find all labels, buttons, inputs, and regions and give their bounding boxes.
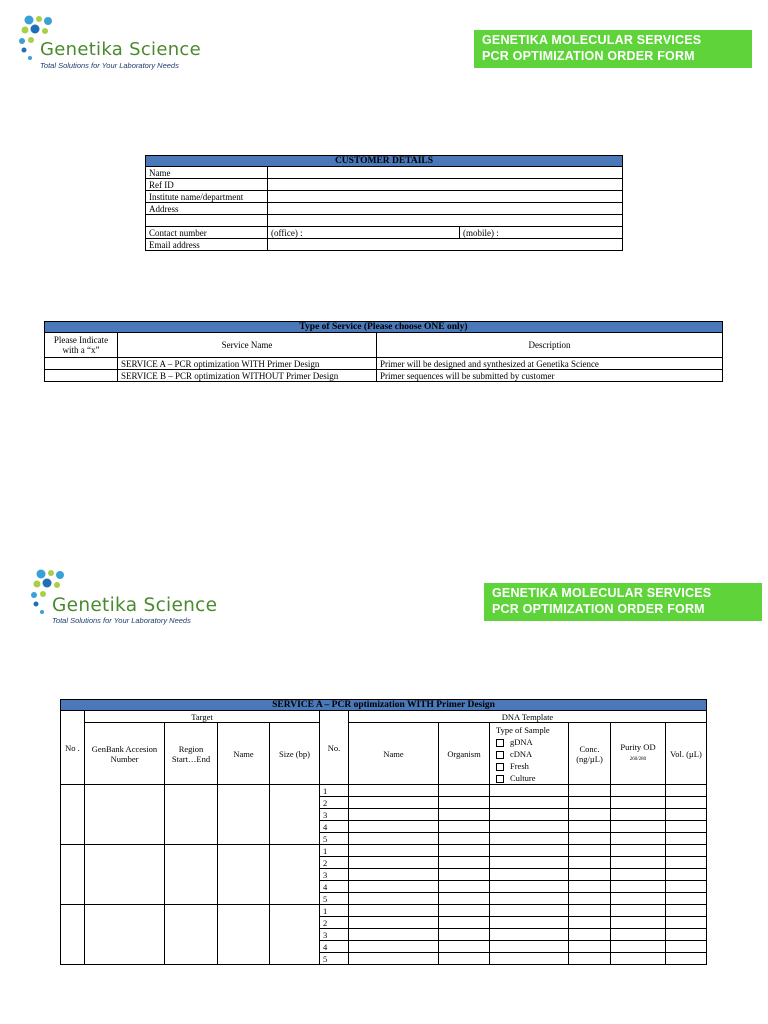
template-cell[interactable] <box>569 881 611 893</box>
row-number: 2 <box>320 917 349 929</box>
template-cell[interactable] <box>349 869 439 881</box>
table-row <box>61 905 707 917</box>
template-cell[interactable] <box>490 917 569 929</box>
template-cell[interactable] <box>490 953 569 965</box>
template-cell[interactable] <box>439 893 490 905</box>
template-cell[interactable] <box>439 845 490 857</box>
logo-tagline: Total Solutions for Your Laboratory Needs <box>40 61 179 70</box>
table-row <box>61 845 707 857</box>
checkbox-icon[interactable] <box>496 763 504 771</box>
row-number: 1 <box>320 785 349 797</box>
service-a-order-table <box>60 699 707 965</box>
template-cell[interactable] <box>611 905 666 917</box>
sample-option-label: Culture <box>510 772 536 783</box>
template-cell[interactable] <box>349 857 439 869</box>
target-cell[interactable] <box>85 845 165 905</box>
template-cell[interactable] <box>439 905 490 917</box>
template-cell[interactable] <box>611 941 666 953</box>
row-number: 5 <box>320 953 349 965</box>
no-header: No . <box>61 711 85 785</box>
template-cell[interactable] <box>439 881 490 893</box>
row-number: 3 <box>320 869 349 881</box>
institute-field[interactable] <box>268 191 623 203</box>
template-cell[interactable] <box>666 917 707 929</box>
row-number: 5 <box>320 893 349 905</box>
template-cell[interactable] <box>439 917 490 929</box>
target-cell[interactable] <box>218 905 270 965</box>
template-cell[interactable] <box>439 833 490 845</box>
target-cell[interactable] <box>218 845 270 905</box>
template-cell[interactable] <box>490 785 569 797</box>
template-cell[interactable] <box>611 953 666 965</box>
template-cell[interactable] <box>439 857 490 869</box>
no-header-2: No. <box>320 711 349 785</box>
template-cell[interactable] <box>666 845 707 857</box>
region-header: Region Start…End <box>165 723 218 785</box>
template-cell[interactable] <box>569 833 611 845</box>
service-a-title: SERVICE A – PCR optimization WITH Primer Design <box>61 700 707 711</box>
service-type-table <box>44 321 723 382</box>
size-header: Size (bp) <box>270 723 320 785</box>
form-title-banner <box>474 30 752 68</box>
template-cell[interactable] <box>490 809 569 821</box>
target-header: Target <box>85 711 320 723</box>
template-cell[interactable] <box>490 821 569 833</box>
sample-option-label: cDNA <box>510 748 533 759</box>
service-a-select[interactable] <box>45 358 118 370</box>
template-cell[interactable] <box>569 809 611 821</box>
logo-brand-name: Genetika Science <box>52 595 218 616</box>
template-cell[interactable] <box>611 893 666 905</box>
template-cell[interactable] <box>439 797 490 809</box>
row-label-email: Email address <box>146 239 268 251</box>
template-cell[interactable] <box>349 917 439 929</box>
template-cell[interactable] <box>439 869 490 881</box>
template-cell[interactable] <box>439 941 490 953</box>
row-label-contact: Contact number <box>146 227 268 239</box>
template-cell[interactable] <box>490 905 569 917</box>
checkbox-icon[interactable] <box>496 751 504 759</box>
target-cell[interactable] <box>165 905 218 965</box>
target-cell[interactable] <box>270 905 320 965</box>
template-cell[interactable] <box>569 797 611 809</box>
purity-header <box>611 723 666 785</box>
target-cell[interactable] <box>61 785 85 845</box>
template-cell[interactable] <box>349 953 439 965</box>
ref-id-field[interactable] <box>268 179 623 191</box>
service-b-name: SERVICE B – PCR optimization WITHOUT Primer Design <box>118 370 377 382</box>
target-name-header: Name <box>218 723 270 785</box>
row-label-institute: Institute name/department <box>146 191 268 203</box>
template-cell[interactable] <box>611 857 666 869</box>
template-cell[interactable] <box>349 905 439 917</box>
banner-line-2: PCR OPTIMIZATION ORDER FORM <box>492 602 705 616</box>
template-cell[interactable] <box>569 845 611 857</box>
template-cell[interactable] <box>349 785 439 797</box>
service-type-title: Type of Service (Please choose ONE only) <box>45 322 723 333</box>
template-cell[interactable] <box>611 833 666 845</box>
row-label-address: Address <box>146 203 268 215</box>
template-cell[interactable] <box>569 941 611 953</box>
template-cell[interactable] <box>666 797 707 809</box>
template-cell[interactable] <box>349 833 439 845</box>
template-cell[interactable] <box>569 953 611 965</box>
service-a-name: SERVICE A – PCR optimization WITH Primer Design <box>118 358 377 370</box>
checkbox-icon[interactable] <box>496 775 504 783</box>
template-cell[interactable] <box>611 881 666 893</box>
dna-template-header: DNA Template <box>349 711 707 723</box>
row-number: 4 <box>320 821 349 833</box>
template-cell[interactable] <box>439 821 490 833</box>
target-cell[interactable] <box>85 785 165 845</box>
template-cell[interactable] <box>490 845 569 857</box>
customer-details-title: CUSTOMER DETAILS <box>146 156 623 167</box>
service-b-select[interactable] <box>45 370 118 382</box>
row-label-name: Name <box>146 167 268 179</box>
template-cell[interactable] <box>611 929 666 941</box>
company-logo <box>18 14 218 74</box>
sample-option-culture[interactable] <box>496 772 565 784</box>
service-name-header: Service Name <box>118 333 377 358</box>
template-cell[interactable] <box>611 845 666 857</box>
template-cell[interactable] <box>490 881 569 893</box>
template-cell[interactable] <box>349 797 439 809</box>
target-cell[interactable] <box>165 785 218 845</box>
template-cell[interactable] <box>490 869 569 881</box>
template-cell[interactable] <box>349 941 439 953</box>
description-header: Description <box>377 333 723 358</box>
banner-line-2: PCR OPTIMIZATION ORDER FORM <box>482 49 695 63</box>
target-cell[interactable] <box>270 845 320 905</box>
row-number: 5 <box>320 833 349 845</box>
template-cell[interactable] <box>569 857 611 869</box>
address-field-2[interactable] <box>268 215 623 227</box>
target-cell[interactable] <box>270 785 320 845</box>
template-cell[interactable] <box>569 869 611 881</box>
template-cell[interactable] <box>569 929 611 941</box>
company-logo-page-2 <box>30 568 230 628</box>
name-field[interactable] <box>268 167 623 179</box>
target-cell[interactable] <box>165 845 218 905</box>
template-cell[interactable] <box>439 785 490 797</box>
template-cell[interactable] <box>349 821 439 833</box>
template-cell[interactable] <box>666 785 707 797</box>
template-cell[interactable] <box>666 809 707 821</box>
template-cell[interactable] <box>569 893 611 905</box>
row-label-blank <box>146 215 268 227</box>
row-number: 1 <box>320 845 349 857</box>
sample-option-cdna[interactable] <box>496 748 565 760</box>
row-number: 1 <box>320 905 349 917</box>
template-cell[interactable] <box>666 869 707 881</box>
template-cell[interactable] <box>666 893 707 905</box>
template-cell[interactable] <box>611 797 666 809</box>
template-cell[interactable] <box>349 881 439 893</box>
template-cell[interactable] <box>666 821 707 833</box>
template-cell[interactable] <box>349 893 439 905</box>
target-cell[interactable] <box>85 905 165 965</box>
table-row <box>61 785 707 797</box>
template-cell[interactable] <box>490 941 569 953</box>
template-cell[interactable] <box>611 917 666 929</box>
template-cell[interactable] <box>490 893 569 905</box>
template-cell[interactable] <box>611 785 666 797</box>
template-cell[interactable] <box>439 953 490 965</box>
template-name-header: Name <box>349 723 439 785</box>
template-cell[interactable] <box>490 929 569 941</box>
template-cell[interactable] <box>666 953 707 965</box>
row-number: 4 <box>320 881 349 893</box>
conc-header: Conc. (ng/µL) <box>569 723 611 785</box>
banner-line-1: GENETIKA MOLECULAR SERVICES <box>482 33 702 47</box>
template-cell[interactable] <box>490 857 569 869</box>
template-cell[interactable] <box>349 809 439 821</box>
row-number: 3 <box>320 809 349 821</box>
target-cell[interactable] <box>61 845 85 905</box>
template-cell[interactable] <box>666 905 707 917</box>
sample-type-header <box>490 723 569 785</box>
vol-header: Vol. (µL) <box>666 723 707 785</box>
banner-line-1: GENETIKA MOLECULAR SERVICES <box>492 586 712 600</box>
email-field[interactable] <box>268 239 623 251</box>
sample-option-gdna[interactable] <box>496 736 565 748</box>
checkbox-icon[interactable] <box>496 739 504 747</box>
address-field[interactable] <box>268 203 623 215</box>
form-title-banner-page-2 <box>484 583 762 621</box>
sample-option-label: gDNA <box>510 736 533 747</box>
sample-option-label: Fresh <box>510 760 529 771</box>
indicate-header: Please Indicate with a “x” <box>45 333 118 358</box>
purity-label: Purity OD <box>620 742 656 752</box>
sample-option-fresh[interactable] <box>496 760 565 772</box>
service-b-description: Primer sequences will be submitted by customer <box>377 370 723 382</box>
template-cell[interactable] <box>666 929 707 941</box>
mobile-phone-field[interactable]: (mobile) : <box>460 227 623 239</box>
template-cell[interactable] <box>666 881 707 893</box>
organism-header: Organism <box>439 723 490 785</box>
target-cell[interactable] <box>218 785 270 845</box>
row-number: 2 <box>320 797 349 809</box>
template-cell[interactable] <box>490 833 569 845</box>
template-cell[interactable] <box>611 809 666 821</box>
row-number: 3 <box>320 929 349 941</box>
row-number: 2 <box>320 857 349 869</box>
template-cell[interactable] <box>569 785 611 797</box>
template-cell[interactable] <box>439 809 490 821</box>
service-a-rows <box>61 785 707 965</box>
template-cell[interactable] <box>349 929 439 941</box>
logo-tagline: Total Solutions for Your Laboratory Needs <box>52 616 191 625</box>
purity-subscript: 260/280 <box>629 757 647 762</box>
template-cell[interactable] <box>349 845 439 857</box>
genbank-header: GenBank Accesion Number <box>85 723 165 785</box>
office-phone-field[interactable]: (office) : <box>268 227 460 239</box>
template-cell[interactable] <box>666 941 707 953</box>
template-cell[interactable] <box>666 857 707 869</box>
row-label-ref-id: Ref ID <box>146 179 268 191</box>
template-cell[interactable] <box>611 869 666 881</box>
customer-details-table <box>145 155 623 251</box>
template-cell[interactable] <box>569 905 611 917</box>
template-cell[interactable] <box>569 917 611 929</box>
logo-brand-name: Genetika Science <box>40 39 201 60</box>
template-cell[interactable] <box>666 833 707 845</box>
service-a-description: Primer will be designed and synthesized at Genetika Science <box>377 358 723 370</box>
template-cell[interactable] <box>439 929 490 941</box>
row-number: 4 <box>320 941 349 953</box>
target-cell[interactable] <box>61 905 85 965</box>
template-cell[interactable] <box>611 821 666 833</box>
template-cell[interactable] <box>490 797 569 809</box>
sample-type-label: Type of Sample <box>496 724 550 735</box>
template-cell[interactable] <box>569 821 611 833</box>
